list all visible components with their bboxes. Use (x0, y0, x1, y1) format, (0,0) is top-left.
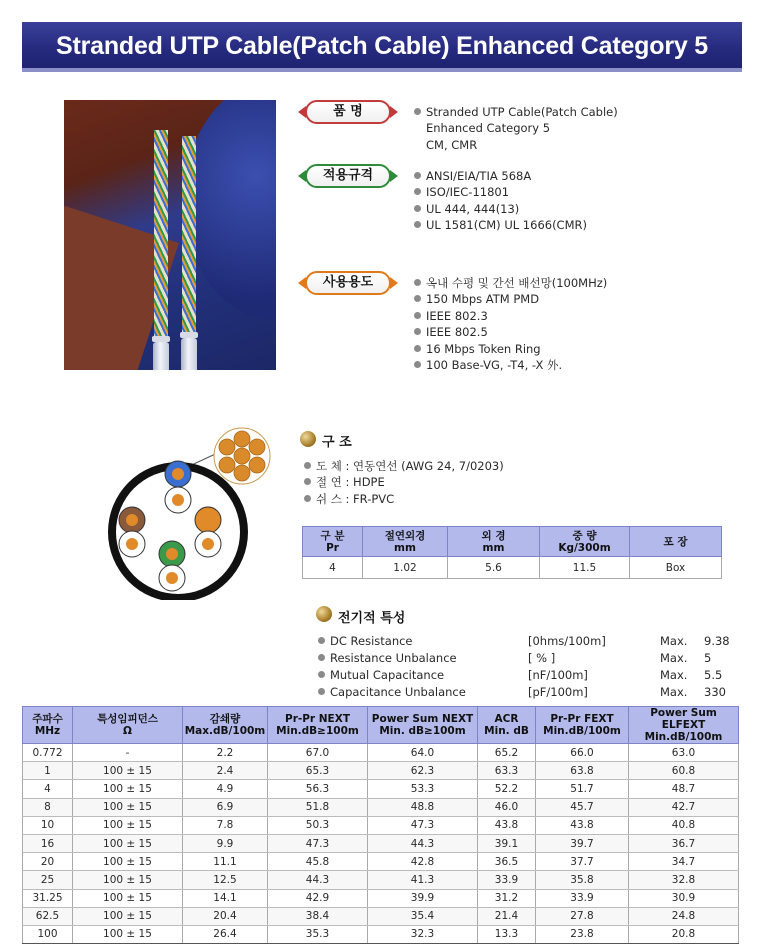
list-item: IEEE 802.3 (414, 308, 607, 324)
structure-list (304, 458, 504, 507)
table-cell: 100 ± 15 (73, 853, 183, 871)
table-cell: 4 (23, 780, 73, 798)
table-header-row: 구 분 Pr 절연외경 mm 외 경 mm 중 량 Kg/300m 포 장 (303, 527, 722, 557)
bullet-icon (414, 345, 421, 352)
table-cell: 16 (23, 834, 73, 852)
table-cell: 65.3 (268, 762, 368, 780)
list-item: 도 체 : 연동연선 (AWG 24, 7/0203) (304, 458, 504, 474)
table-header-row (23, 707, 739, 744)
table-row (23, 744, 739, 762)
bullet-icon (318, 654, 325, 661)
table-row (23, 889, 739, 907)
table-cell: 20.8 (629, 925, 739, 943)
bullet-icon (414, 279, 421, 286)
table-cell: 45.7 (536, 798, 629, 816)
column-header: 특성임피던스 Ω (73, 707, 183, 744)
table-cell: - (73, 744, 183, 762)
table-cell: 67.0 (268, 744, 368, 762)
table-cell: 14.1 (183, 889, 268, 907)
table-row (23, 834, 739, 852)
table-cell: 20 (23, 853, 73, 871)
table-cell: 35.3 (268, 925, 368, 943)
table-cell: 66.0 (536, 744, 629, 762)
list-item: IEEE 802.5 (414, 324, 607, 340)
table-cell: 7.8 (183, 816, 268, 834)
table-cell: 35.4 (368, 907, 478, 925)
table-cell: 60.8 (629, 762, 739, 780)
table-row (23, 871, 739, 889)
table-cell: 32.3 (368, 925, 478, 943)
table-cell: 45.8 (268, 853, 368, 871)
table-cell: 1 (23, 762, 73, 780)
table-cell: 36.5 (478, 853, 536, 871)
list-item: 100 Base-VG, -T4, -X 外. (414, 357, 607, 373)
column-header: Power Sum NEXT Min. dB≥100m (368, 707, 478, 744)
table-cell: 43.8 (478, 816, 536, 834)
table-cell: 51.8 (268, 798, 368, 816)
usage-label: 사용용도 (305, 271, 391, 295)
table-cell: 100 ± 15 (73, 871, 183, 889)
structure-heading: 구 조 (322, 435, 352, 450)
bullet-icon (414, 361, 421, 368)
table-cell: 48.7 (629, 780, 739, 798)
table-cell: 25 (23, 871, 73, 889)
table-cell: 20.4 (183, 907, 268, 925)
standards-list (414, 168, 587, 234)
table-cell: 41.3 (368, 871, 478, 889)
table-cell: 100 (23, 925, 73, 943)
table-row (23, 816, 739, 834)
table-row (23, 780, 739, 798)
section-bullet-icon (316, 606, 332, 622)
standards-label: 적용규격 (305, 164, 391, 188)
list-item: 절 연 : HDPE (304, 474, 504, 490)
table-cell: 9.9 (183, 834, 268, 852)
table-cell: 37.7 (536, 853, 629, 871)
list-item: UL 444, 444(13) (414, 201, 587, 217)
list-item: 16 Mbps Token Ring (414, 341, 607, 357)
table-cell: 40.8 (629, 816, 739, 834)
table-cell: 42.9 (268, 889, 368, 907)
table-row (23, 798, 739, 816)
list-item: UL 1581(CM) UL 1666(CMR) (414, 217, 587, 233)
usage-list (414, 275, 607, 373)
table-cell: 51.7 (536, 780, 629, 798)
table-cell: 53.3 (368, 780, 478, 798)
table-cell: 39.7 (536, 834, 629, 852)
table-cell: 24.8 (629, 907, 739, 925)
table-row (23, 907, 739, 925)
table-cell: 27.8 (536, 907, 629, 925)
cable-cross-section-diagram (92, 420, 292, 600)
table-cell: 21.4 (478, 907, 536, 925)
table-cell: 0.772 (23, 744, 73, 762)
bullet-icon (414, 312, 421, 319)
table-cell: 32.8 (629, 871, 739, 889)
table-cell: 62.5 (23, 907, 73, 925)
table-cell: 100 ± 15 (73, 907, 183, 925)
table-cell: 13.3 (478, 925, 536, 943)
table-cell: 39.1 (478, 834, 536, 852)
table-cell: 65.2 (478, 744, 536, 762)
table-cell: 34.7 (629, 853, 739, 871)
table-cell: 11.1 (183, 853, 268, 871)
table-cell: 62.3 (368, 762, 478, 780)
table-cell: 63.3 (478, 762, 536, 780)
performance-table (22, 706, 739, 944)
table-cell: 30.9 (629, 889, 739, 907)
column-header: 감쇄량 Max.dB/100m (183, 707, 268, 744)
bullet-icon (414, 221, 421, 228)
list-item: 쉬 스 : FR-PVC (304, 491, 504, 507)
table-cell: 31.2 (478, 889, 536, 907)
table-cell: 63.8 (536, 762, 629, 780)
table-cell: 2.4 (183, 762, 268, 780)
table-cell: 52.2 (478, 780, 536, 798)
performance-table-body (23, 744, 739, 944)
table-cell: 46.0 (478, 798, 536, 816)
list-item: Resistance Unbalance (318, 650, 457, 667)
bullet-icon (414, 205, 421, 212)
table-cell: 64.0 (368, 744, 478, 762)
table-cell: 100 ± 15 (73, 798, 183, 816)
table-cell: 44.3 (368, 834, 478, 852)
table-cell: 56.3 (268, 780, 368, 798)
list-item: ANSI/EIA/TIA 568A (414, 168, 587, 184)
electrical-heading: 전기적 특성 (338, 611, 406, 626)
bullet-icon (414, 295, 421, 302)
table-cell: 100 ± 15 (73, 816, 183, 834)
table-cell: 23.8 (536, 925, 629, 943)
section-bullet-icon (300, 431, 316, 447)
bullet-icon (318, 671, 325, 678)
table-cell: 47.3 (268, 834, 368, 852)
list-item: ISO/IEC-11801 (414, 184, 587, 200)
column-header: Power Sum ELFEXT Min.dB/100m (629, 707, 739, 744)
table-cell: 43.8 (536, 816, 629, 834)
list-item: Capacitance Unbalance (318, 684, 466, 701)
table-cell: 39.9 (368, 889, 478, 907)
table-row (23, 925, 739, 943)
table-row (23, 762, 739, 780)
table-cell: 47.3 (368, 816, 478, 834)
list-item: DC Resistance (318, 633, 413, 650)
bullet-icon (318, 688, 325, 695)
structure-table (302, 526, 722, 579)
table-cell: 44.3 (268, 871, 368, 889)
table-cell: 42.8 (368, 853, 478, 871)
bullet-icon (318, 637, 325, 644)
table-cell: 100 ± 15 (73, 925, 183, 943)
table-cell: 33.9 (536, 889, 629, 907)
table-cell: 63.0 (629, 744, 739, 762)
page-title: Stranded UTP Cable(Patch Cable) Enhanced Category 5 (56, 32, 708, 60)
table-cell: 36.7 (629, 834, 739, 852)
table-cell: 26.4 (183, 925, 268, 943)
table-cell: 100 ± 15 (73, 762, 183, 780)
table-cell: 100 ± 15 (73, 834, 183, 852)
bullet-icon (414, 172, 421, 179)
cable-photo (64, 100, 276, 370)
table-cell: 31.25 (23, 889, 73, 907)
table-cell: 4.9 (183, 780, 268, 798)
column-header: 주파수 MHz (23, 707, 73, 744)
table-cell: 8 (23, 798, 73, 816)
electrical-list: DC Resistance [0hms/100m] Max. 9.38 Resistance Unbalance [ % ] Max. 5 Mutual Capacitance [nF/100m] Max. 5.5 Capacitance Unbalance [pF/100m] Max. 330 (318, 633, 738, 705)
bullet-icon (304, 495, 311, 502)
list-item: Mutual Capacitance (318, 667, 444, 684)
column-header: Pr-Pr FEXT Min.dB/100m (536, 707, 629, 744)
column-header: Pr-Pr NEXT Min.dB≥100m (268, 707, 368, 744)
list-item: 옥내 수평 및 간선 배선망(100MHz) (414, 275, 607, 291)
table-row (23, 853, 739, 871)
list-item: 150 Mbps ATM PMD (414, 291, 607, 307)
bullet-icon (304, 478, 311, 485)
table-cell: 100 ± 15 (73, 889, 183, 907)
product-name-label: 품 명 (305, 100, 391, 124)
table-cell: 42.7 (629, 798, 739, 816)
table-cell: 50.3 (268, 816, 368, 834)
title-banner (22, 22, 742, 72)
table-cell: 100 ± 15 (73, 780, 183, 798)
table-cell: 35.8 (536, 871, 629, 889)
table-cell: 10 (23, 816, 73, 834)
table-cell: 33.9 (478, 871, 536, 889)
bullet-icon (414, 328, 421, 335)
table-cell: 6.9 (183, 798, 268, 816)
bullet-icon (304, 462, 311, 469)
bullet-icon (414, 108, 421, 115)
column-header: ACR Min. dB (478, 707, 536, 744)
product-name-list: Stranded UTP Cable(Patch Cable) Enhanced Category 5 CM, CMR (414, 104, 618, 153)
table-row: 4 1.02 5.6 11.5 Box (303, 557, 722, 579)
table-cell: 12.5 (183, 871, 268, 889)
bullet-icon (414, 188, 421, 195)
table-cell: 38.4 (268, 907, 368, 925)
table-cell: 48.8 (368, 798, 478, 816)
table-cell: 2.2 (183, 744, 268, 762)
